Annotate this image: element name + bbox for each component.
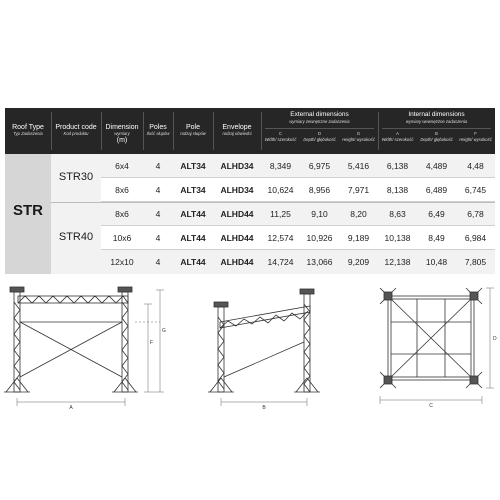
cell-ext-height: 9,209 [347,257,370,267]
header-int-col-letter: A [395,131,399,136]
cell-int-width: 10,138 [384,233,411,243]
header-product-code-sub: Kod produktu [63,131,89,137]
header-external [261,112,378,124]
label-c: C [429,403,433,409]
header-product-code [51,124,101,137]
header-pole-label: Pole [185,124,200,131]
cell-envelope: ALHD34 [220,185,254,195]
cell-int-width: 8,63 [389,209,406,219]
header-poles-label: Poles [149,124,167,131]
header-ext-col [261,132,300,142]
header-poles [143,124,173,137]
header-dimension-sub: wymiary [114,131,130,137]
cell-dimension: 8x6 [115,209,129,219]
header-dimension-unit: (m) [116,136,128,144]
cell-ext-width: 10,624 [267,185,294,195]
cell-ext-depth: 8,956 [308,185,331,195]
header-int-col-letter: B [434,131,438,136]
cell-pole: ALT44 [180,209,206,219]
header-ext-col-letter: G [356,131,361,136]
cell-poles: 4 [155,209,161,219]
header-dimension-label: Dimension [105,124,139,131]
header-pole [173,124,213,137]
cell-envelope: ALHD34 [220,161,254,171]
label-g: G [162,328,166,334]
cell-ext-width: 14,724 [267,257,294,267]
header-int-col [378,132,417,142]
cell-pole: ALT44 [180,233,206,243]
product-code-value: STR40 [58,231,94,243]
cell-int-depth: 8,49 [428,233,445,243]
roof-type-value: STR [13,202,43,219]
cell-int-width: 6,138 [386,161,409,171]
cell-pole: ALT34 [180,161,206,171]
table-row [101,250,495,274]
header-ext-col-label: Height/ wysokość [342,136,375,142]
cell-dimension: 10x6 [112,233,132,243]
header-int-col-letter: F [474,131,477,136]
cell-int-depth: 6,49 [428,209,445,219]
cell-int-height: 6,984 [464,233,487,243]
header-int-col [417,132,456,142]
header-poles-sub: Ilość słupów [146,131,170,137]
header-int-col-label: Height/ wysokość [459,136,492,142]
cell-envelope: ALHD44 [220,233,254,243]
cell-dimension: 6x4 [115,161,129,171]
cell-ext-height: 5,416 [347,161,370,171]
header-ext-col [300,132,339,142]
structure-diagrams [0,282,500,412]
cell-ext-depth: 10,926 [306,233,333,243]
cell-dimension: 12x10 [110,257,134,267]
header-dimension [101,124,143,144]
header-ext-col-label: Depth/ głębokość [303,136,336,142]
header-ext-col [339,132,378,142]
cell-int-height: 6,745 [464,185,487,195]
cell-int-width: 8,138 [386,185,409,195]
header-internal-sub: wymiary wewnętrzne zadaszenia [405,118,468,124]
table-row [101,178,495,202]
cell-ext-width: 12,574 [267,233,294,243]
cell-ext-height: 9,189 [347,233,370,243]
cell-int-height: 7,805 [464,257,487,267]
cell-poles: 4 [155,185,161,195]
table-row [101,226,495,250]
cell-int-depth: 10,48 [425,257,448,267]
cell-poles: 4 [155,233,161,243]
product-code-value: STR30 [58,171,94,183]
header-envelope [213,124,261,137]
cell-int-width: 12,138 [384,257,411,267]
cell-ext-width: 8,349 [269,161,292,171]
header-roof-type [5,124,51,137]
header-pole-sub: rodzaj słupów [180,131,206,137]
side-view-diagram [200,282,330,412]
cell-pole: ALT44 [180,257,206,267]
table-row [101,202,495,226]
header-envelope-sub: rodzaj obwiedni [222,131,252,137]
header-int-col-label: Depth/ głębokość [420,136,453,142]
header-roof-type-sub: Typ Zadaszenia [13,131,43,137]
front-view-diagram [0,282,170,412]
cell-dimension: 8x6 [115,185,129,195]
cell-ext-depth: 6,975 [308,161,331,171]
cell-ext-depth: 13,066 [306,257,333,267]
header-envelope-label: Envelope [222,124,252,131]
product-code-cell [51,202,101,274]
header-ext-col-letter: D [317,131,322,136]
cell-poles: 4 [155,161,161,171]
cell-ext-height: 7,971 [347,185,370,195]
cell-poles: 4 [155,257,161,267]
header-ext-col-letter: C [278,131,283,136]
label-f: F [150,340,154,346]
header-ext-col-label: Width/ szerokość [264,136,297,142]
cell-int-depth: 4,489 [425,161,448,171]
cell-int-height: 6,78 [467,209,484,219]
cell-ext-width: 11,25 [270,209,291,219]
label-d: D [493,336,497,342]
table-header [5,108,495,154]
header-product-code-label: Product code [55,124,97,131]
header-roof-type-label: Roof Type [12,124,44,131]
label-b: B [262,405,266,411]
cell-pole: ALT34 [180,185,206,195]
header-int-col-label: Width/ szerokość [381,136,414,142]
header-internal-label: Internal dimensions [408,111,465,118]
cell-envelope: ALHD44 [220,257,254,267]
product-code-cell [51,154,101,202]
cell-int-height: 4,48 [467,161,484,171]
header-int-col [456,132,495,142]
table-row [101,154,495,178]
cell-int-depth: 6,489 [425,185,448,195]
header-external-label: External dimensions [290,111,349,118]
label-a: A [69,405,73,411]
table-body [5,154,495,274]
top-view-diagram [372,282,500,412]
header-internal [378,112,495,124]
header-external-sub: wymiary zewnętrzne zadaszenia [289,118,350,124]
roof-type-cell [5,154,51,274]
cell-ext-height: 8,20 [350,209,367,219]
cell-ext-depth: 9,10 [311,209,328,219]
cell-envelope: ALHD44 [220,209,254,219]
